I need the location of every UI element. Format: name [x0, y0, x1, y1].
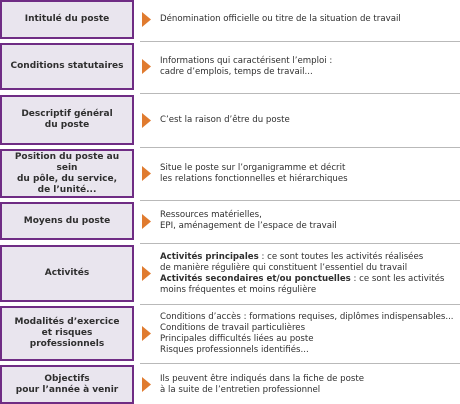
description-text: Informations qui caractérisent l’emploi :	[160, 55, 333, 66]
row-label: Modalités d’exercice et risques professionnels	[14, 317, 120, 349]
diagram-row	[0, 0, 460, 39]
description-text: : ce sont les activités	[350, 273, 445, 284]
row-description	[140, 202, 460, 240]
description-emphasis: Activités principales	[160, 251, 259, 262]
diagram-row	[0, 202, 460, 240]
description-text: cadre d’emplois, temps de travail...	[160, 66, 313, 77]
diagram-row	[0, 245, 460, 302]
description-line	[160, 14, 460, 25]
description-line	[160, 115, 460, 126]
row-label: Moyens du poste	[23, 215, 111, 226]
row-label: Position du poste au sein du pôle, du service, de l’unité...	[14, 151, 120, 195]
row-separator	[140, 363, 460, 364]
row-description	[140, 306, 460, 361]
description-text: Conditions d’accès : formations requises, diplômes indispensables...	[160, 311, 454, 322]
description-line	[160, 334, 460, 345]
row-label-box	[0, 245, 134, 302]
row-label-box	[0, 202, 134, 240]
row-separator	[140, 200, 460, 201]
diagram-row	[0, 43, 460, 90]
description-line	[160, 221, 460, 232]
row-label-box	[0, 95, 134, 145]
row-label: Objectifs pour l’année à venir	[15, 373, 119, 395]
row-label: Descriptif général du poste	[21, 109, 113, 130]
diagram-row	[0, 365, 460, 404]
row-label-box	[0, 149, 134, 198]
description-line	[160, 385, 460, 396]
description-text: à la suite de l’entretien professionnel	[160, 384, 321, 395]
diagram-row	[0, 306, 460, 361]
description-text: Ressources matérielles,	[160, 210, 262, 220]
description-line	[160, 67, 460, 78]
description-line	[160, 210, 460, 221]
description-text: Conditions de travail particulières	[160, 322, 306, 333]
row-label: Activités	[44, 268, 90, 278]
description-text: moins fréquentes et moins régulière	[160, 284, 317, 295]
description-text: Ils peuvent être indiqués dans la fiche de poste	[160, 373, 365, 384]
row-description	[140, 365, 460, 404]
description-text: Risques professionnels identifiés...	[160, 344, 309, 355]
description-text: Situe le poste sur l’organigramme et décrit	[160, 162, 346, 173]
description-text: Principales difficultés liées au poste	[160, 333, 314, 344]
description-text: C’est la raison d’être du poste	[160, 114, 290, 125]
row-label-box	[0, 365, 134, 404]
description-line	[160, 56, 460, 67]
row-separator	[140, 93, 460, 94]
row-label: Intitulé du poste	[24, 14, 110, 24]
description-text: de manière régulière qui constituent l’essentiel du travail	[160, 262, 408, 273]
description-text: : ce sont toutes les activités réalisées	[258, 251, 424, 262]
description-text: Dénomination officielle ou titre de la situation de travail	[160, 14, 401, 24]
diagram-row	[0, 149, 460, 198]
description-line	[160, 174, 460, 185]
row-label-box	[0, 306, 134, 361]
row-label: Conditions statutaires	[10, 61, 124, 71]
description-text: EPI, aménagement de l’espace de travail	[160, 221, 337, 231]
row-separator	[140, 243, 460, 244]
description-text: les relations fonctionnelles et hiérarchiques	[160, 173, 348, 184]
row-separator	[140, 41, 460, 42]
description-line	[160, 163, 460, 174]
row-label-box	[0, 43, 134, 90]
description-emphasis: Activités secondaires et/ou ponctuelles	[160, 273, 351, 284]
description-line	[160, 374, 460, 385]
description-line	[160, 345, 460, 356]
description-line	[160, 312, 460, 323]
row-separator	[140, 304, 460, 305]
row-separator	[140, 147, 460, 148]
description-line	[160, 274, 460, 285]
row-description	[140, 245, 460, 302]
row-description	[140, 95, 460, 145]
row-description	[140, 149, 460, 198]
diagram-row	[0, 95, 460, 145]
row-description	[140, 43, 460, 90]
row-label-box	[0, 0, 134, 39]
row-description	[140, 0, 460, 39]
description-line	[160, 263, 460, 274]
description-line	[160, 323, 460, 334]
description-line	[160, 285, 460, 296]
description-line	[160, 252, 460, 263]
